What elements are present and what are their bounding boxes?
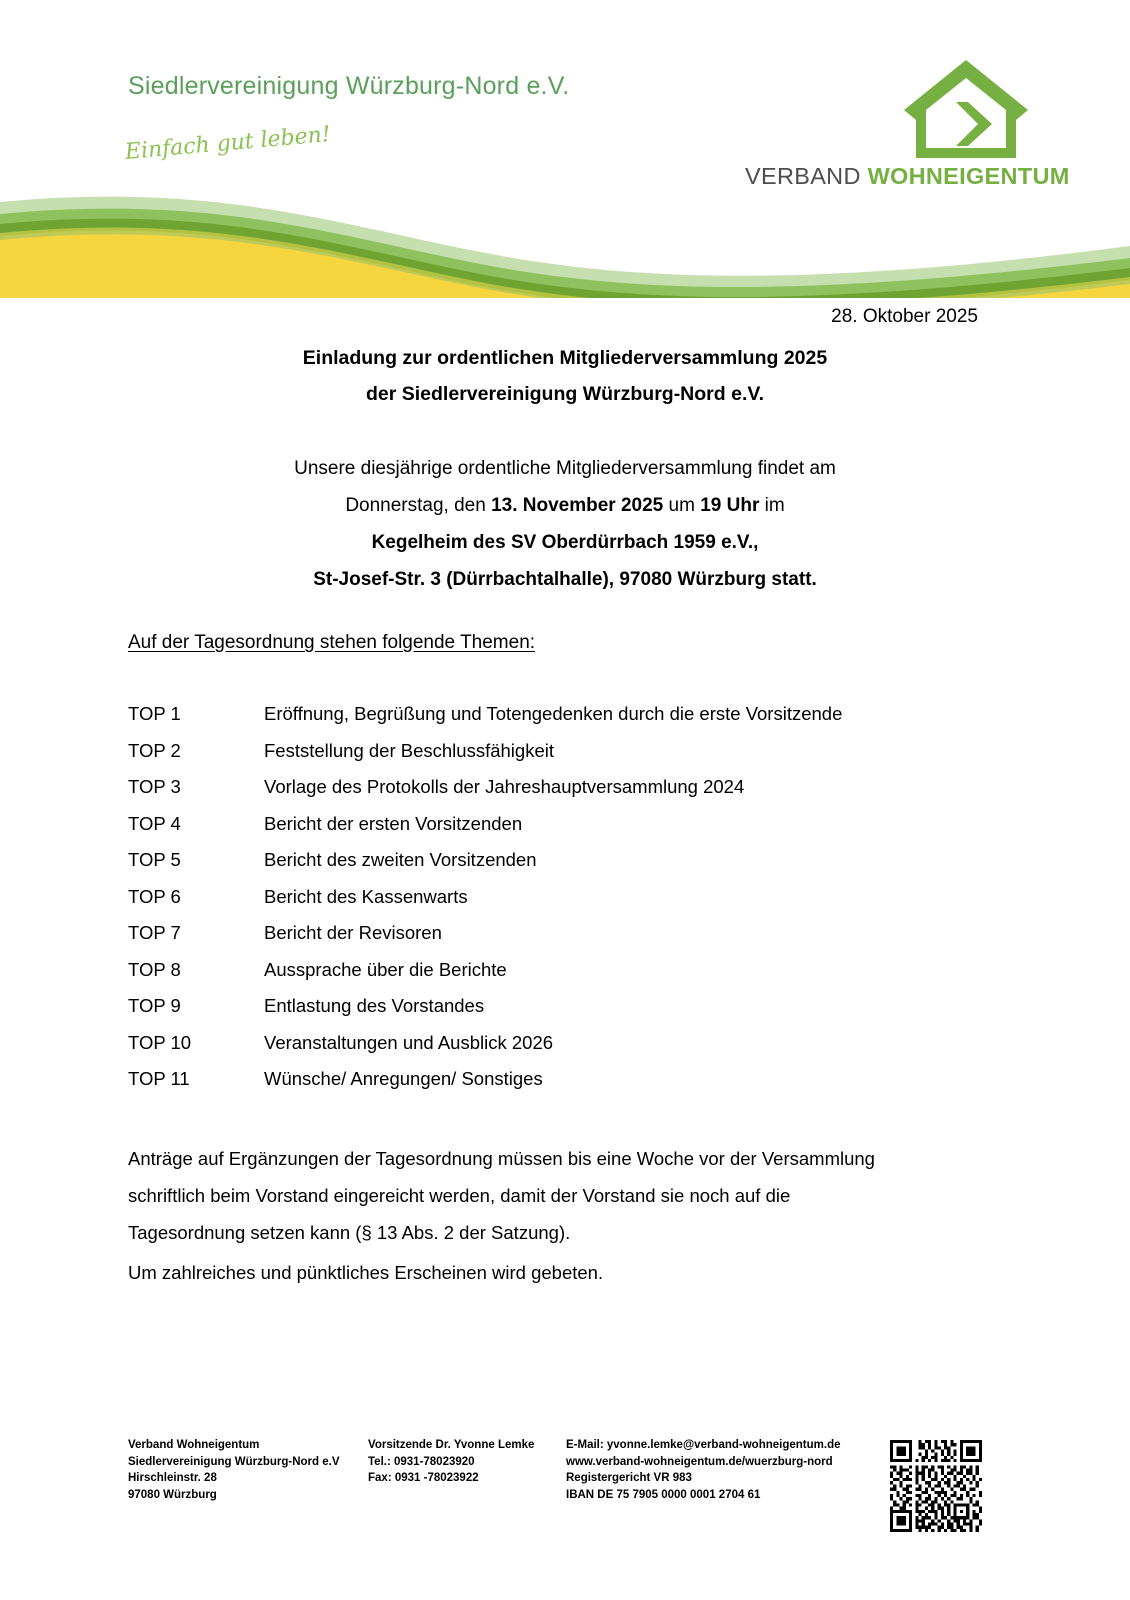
organisation-name: Siedlervereinigung Würzburg-Nord e.V.	[128, 72, 570, 100]
agenda-item-number: TOP 8	[128, 958, 181, 980]
agenda-item	[128, 813, 1008, 850]
footer-contact-line: Tel.: 0931-78023920	[368, 1455, 475, 1468]
agenda-item	[128, 703, 1008, 740]
footer	[128, 1437, 1008, 1537]
agenda-item-text: Bericht des zweiten Vorsitzenden	[264, 849, 537, 870]
intro-line-2	[0, 487, 1130, 524]
intro-line-2-post: im	[759, 495, 785, 516]
agenda-item-number: TOP 7	[128, 922, 181, 943]
agenda-item	[128, 886, 1008, 923]
title-line-2: der Siedlervereinigung Würzburg-Nord e.V.	[365, 383, 764, 405]
agenda-item-text: Eröffnung, Begrüßung und Totengedenken durch die erste Vorsitzende	[264, 703, 843, 724]
agenda-item	[128, 849, 1008, 886]
agenda-item-number: TOP 6	[128, 885, 181, 907]
agenda-item-text: Bericht der ersten Vorsitzenden	[264, 812, 523, 834]
footer-address-line: 97080 Würzburg	[128, 1488, 217, 1501]
agenda-item	[128, 740, 1008, 777]
agenda-item-text: Wünsche/ Anregungen/ Sonstiges	[264, 1068, 543, 1089]
document-title	[0, 340, 1130, 412]
agenda-item-number: TOP 1	[128, 703, 181, 724]
agenda-item-text: Aussprache über die Berichte	[264, 958, 507, 980]
agenda-item-text: Veranstaltungen und Ausblick 2026	[264, 1031, 554, 1053]
document-date: 28. Oktober 2025	[831, 306, 978, 327]
agenda-item-number: TOP 11	[128, 1068, 190, 1089]
venue-line-1: Kegelheim des SV Oberdürrbach 1959 e.V.,	[371, 532, 759, 553]
agenda-item-number: TOP 3	[128, 776, 181, 797]
closing-line-3: Tagesordnung setzen kann (§ 13 Abs. 2 der Satzung).	[128, 1222, 571, 1243]
agenda-item-text: Bericht der Revisoren	[264, 922, 442, 943]
wave-decoration	[0, 178, 1130, 298]
intro-paragraph	[0, 450, 1130, 598]
agenda-item	[128, 959, 1008, 996]
agenda-item	[128, 995, 1008, 1032]
footer-website-line: www.verband-wohneigentum.de/wuerzburg-nord	[566, 1455, 833, 1468]
agenda-item-number: TOP 2	[128, 739, 181, 761]
closing-paragraph	[128, 1140, 1008, 1291]
logo-wordmark-verband: VERBAND	[745, 163, 861, 189]
footer-iban-line: IBAN DE 75 7905 0000 0001 2704 61	[566, 1488, 761, 1501]
closing-line-2: schriftlich beim Vorstand eingereicht werden, damit der Vorstand sie noch auf die	[128, 1185, 791, 1206]
footer-address-line: Hirschleinstr. 28	[128, 1472, 217, 1484]
agenda-item-text: Entlastung des Vorstandes	[264, 995, 485, 1016]
agenda-item	[128, 776, 1008, 813]
agenda-item	[128, 1068, 1008, 1105]
logo-wordmark-wohneigentum: WOHNEIGENTUM	[867, 163, 1070, 189]
closing-line-4: Um zahlreiches und pünktliches Erscheinen wird gebeten.	[128, 1262, 604, 1283]
agenda-list	[128, 703, 1008, 1105]
agenda-item-text: Bericht des Kassenwarts	[264, 885, 468, 907]
agenda-item-text: Feststellung der Beschlussfähigkeit	[264, 739, 554, 761]
footer-register-line: Registergericht VR 983	[566, 1472, 692, 1484]
agenda-item-number: TOP 9	[128, 995, 181, 1016]
meeting-time: 19 Uhr	[700, 495, 760, 516]
title-line-1: Einladung zur ordentlichen Mitgliederversammlung 2025	[302, 347, 828, 369]
intro-line-2-pre: Donnerstag, den	[345, 495, 492, 516]
closing-line-1: Anträge auf Ergänzungen der Tagesordnung müssen bis eine Woche vor der Versammlung	[128, 1148, 875, 1169]
footer-contact-line: Vorsitzende Dr. Yvonne Lemke	[368, 1439, 535, 1451]
footer-address-line: Verband Wohneigentum	[128, 1439, 260, 1451]
agenda-item-number: TOP 10	[128, 1031, 192, 1053]
venue-line-2: St-Josef-Str. 3 (Dürrbachtalhalle), 97080 Würzburg statt.	[313, 569, 817, 590]
agenda-item	[128, 922, 1008, 959]
footer-address-line: Siedlervereinigung Würzburg-Nord e.V	[128, 1455, 340, 1468]
footer-column-address	[128, 1437, 340, 1503]
meeting-date: 13. November 2025	[491, 495, 664, 516]
footer-contact-line: Fax: 0931 -78023922	[368, 1472, 479, 1484]
agenda-heading: Auf der Tagesordnung stehen folgende Themen:	[128, 632, 536, 653]
agenda-item-text: Vorlage des Protokolls der Jahreshauptversammlung 2024	[264, 776, 745, 797]
footer-email-line: E-Mail: yvonne.lemke@verband-wohneigentum.de	[566, 1439, 841, 1451]
logo-claim-tagline: Einfach gut leben!	[123, 122, 332, 165]
footer-column-contact	[368, 1437, 534, 1487]
intro-line-2-mid: um	[663, 495, 701, 516]
agenda-item	[128, 1032, 1008, 1069]
intro-line-1: Unsere diesjährige ordentliche Mitgliederversammlung findet am	[294, 458, 836, 479]
agenda-item-number: TOP 4	[128, 812, 181, 834]
qr-code-icon	[890, 1440, 982, 1532]
footer-column-online	[566, 1437, 840, 1503]
agenda-item-number: TOP 5	[128, 849, 181, 870]
house-with-chevron-icon	[900, 58, 1032, 163]
